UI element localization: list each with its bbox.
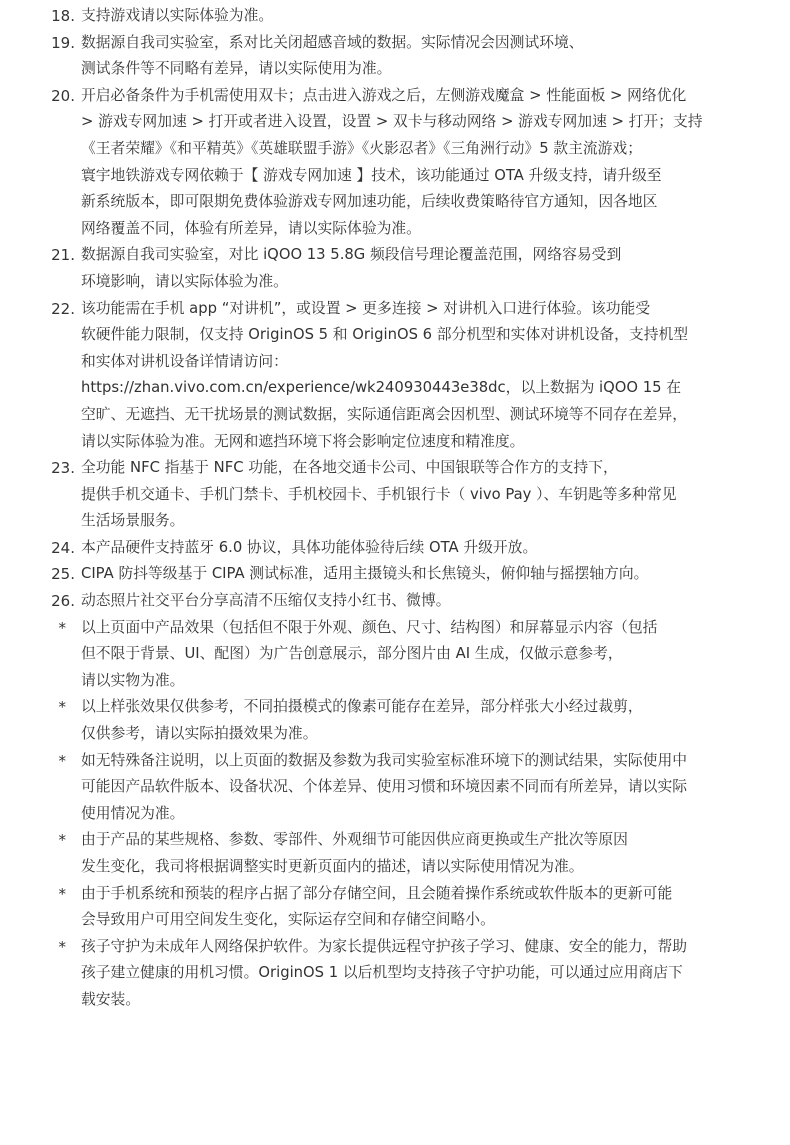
footnote-text-line: 数据源自我司实验室，系对比关闭超感音域的数据。实际情况会因测试环境、 <box>81 33 584 51</box>
footnote-number: 18. <box>51 7 75 25</box>
footnote-item <box>0 827 790 880</box>
footnote-item <box>0 588 790 615</box>
footnote-text-line: 《王者荣耀》《和平精英》《英雄联盟手游》《火影忍者》《三角洲行动》5 款主流游戏； <box>81 139 642 157</box>
footnote-number: 22. <box>51 299 75 318</box>
footnote-text-line: https://zhan.vivo.com.cn/experience/wk240930443e38dc，以上数据为 iQOO 15 在 <box>81 379 682 397</box>
footnote-item <box>0 455 790 535</box>
footnote-number: 26. <box>51 592 75 611</box>
footnote-text-line: 全功能 NFC 指基于 NFC 功能，在各地交通卡公司、中国银联等合作方的支持下， <box>81 459 618 477</box>
footnote-number: 24. <box>51 538 75 557</box>
footnote-text-line: CIPA 防抖等级基于 CIPA 测试标准，适用主摄镜头和长焦镜头，俯仰轴与摇摆轴方向。 <box>81 565 649 583</box>
footnote-text-line: 该功能需在手机 app “对讲机”，或设置 > 更多连接 > 对讲机入口进行体验。该功能受 <box>81 299 651 317</box>
footnote-asterisk: * <box>58 831 66 850</box>
footnote-text-line: 网络覆盖不同，体验有所差异，请以实际体验为准。 <box>81 219 421 237</box>
footnote-item <box>0 615 790 695</box>
footnote-text-line: 以上页面中产品效果（包括但不限于外观、颜色、尺寸、结构图）和屏幕显示内容（包括 <box>81 618 658 636</box>
footnote-text-line: 和实体对讲机设备详情请访问： <box>81 352 288 370</box>
footnote-text-line: 可能因产品软件版本、设备状况、个体差异、使用习惯和环境因素不同而有所差异，请以实际 <box>81 778 688 796</box>
footnote-text-line: 但不限于背景、UI、配图）为广告创意展示，部分图片由 AI 生成，仅做示意参考， <box>81 645 623 663</box>
footnote-text-line: 由于手机系统和预装的程序占据了部分存储空间，且会随着操作系统或软件版本的更新可能 <box>81 884 673 902</box>
footnote-item <box>0 296 790 456</box>
footnote-item <box>0 694 790 747</box>
footnote-text-line: 支持游戏请以实际体验为准。 <box>81 7 274 24</box>
footnote-text-line: 软硬件能力限制，仅支持 OriginOS 5 和 OriginOS 6 部分机型和实体对讲机设备，支持机型 <box>81 326 689 344</box>
footnote-text-line: 会导致用户可用空间发生变化，实际运存空间和存储空间略小。 <box>81 911 495 929</box>
footnote-asterisk: * <box>58 618 66 637</box>
footnote-text-line: 使用情况为准。 <box>81 804 185 822</box>
footnote-text-line: 开启必备条件为手机需使用双卡；点击进入游戏之后，左侧游戏魔盒 > 性能面板 > 网络优化 <box>81 86 687 104</box>
footnote-asterisk: * <box>58 698 66 717</box>
footnote-text-line: 数据源自我司实验室，对比 iQOO 13 5.8G 频段信号理论覆盖范围，网络容易受到 <box>81 246 622 264</box>
footnote-item <box>0 881 790 934</box>
footnote-number: 20. <box>51 86 75 105</box>
footnote-asterisk: * <box>58 937 66 956</box>
footnote-item <box>0 3 790 30</box>
footnote-item <box>0 748 790 828</box>
footnote-item <box>0 83 790 243</box>
footnote-text-line: 孩子建立健康的用机习惯。OriginOS 1 以后机型均支持孩子守护功能，可以通过应用商店下 <box>81 964 683 982</box>
footnote-item <box>0 934 790 1014</box>
footnote-text-line: 环境影响，请以实际体验为准。 <box>81 272 288 290</box>
footnote-text-line: 寰宇地铁游戏专网依赖于【 游戏专网加速 】技术，该功能通过 OTA 升级支持，请升级至 <box>81 166 662 184</box>
footnote-text-line: 测试条件等不同略有差异，请以实际使用为准。 <box>81 60 392 78</box>
footnote-text-line: 如无特殊备注说明，以上页面的数据及参数为我司实验室标准环境下的测试结果，实际使用中 <box>81 751 688 769</box>
footnote-text-line: > 游戏专网加速 > 打开或者进入设置，设置 > 双卡与移动网络 > 游戏专网加速 > 打开；支持 <box>81 113 703 131</box>
footnote-asterisk: * <box>58 751 66 770</box>
footnote-item <box>0 242 790 295</box>
footnote-text-line: 载安装。 <box>81 990 141 1008</box>
footnote-item <box>0 561 790 588</box>
footnote-text-line: 发生变化，我司将根据调整实时更新页面内的描述，请以实际使用情况为准。 <box>81 858 584 875</box>
footnote-item <box>0 535 790 562</box>
footnote-number: 23. <box>51 459 75 478</box>
footnote-number: 21. <box>51 246 75 265</box>
footnote-text-line: 提供手机交通卡、手机门禁卡、手机校园卡、手机银行卡（ vivo Pay ）、车钥匙等多种常见 <box>81 485 677 503</box>
footnote-text-line: 本产品硬件支持蓝牙 6.0 协议，具体功能体验待后续 OTA 升级开放。 <box>81 538 538 556</box>
footnote-text-line: 新系统版本，即可限期免费体验游戏专网加速功能，后续收费策略待官方通知，因各地区 <box>81 193 658 211</box>
footnote-text-line: 以上样张效果仅供参考，不同拍摄模式的像素可能存在差异，部分样张大小经过裁剪， <box>81 698 643 716</box>
footnote-text-line: 由于产品的某些规格、参数、零部件、外观细节可能因供应商更换或生产批次等原因 <box>81 831 628 849</box>
footnote-asterisk: * <box>58 884 66 903</box>
footnote-item <box>0 30 790 83</box>
footnote-number: 25. <box>51 565 75 584</box>
footnote-text-line: 孩子守护为未成年人网络保护软件。为家长提供远程守护孩子学习、健康、安全的能力，帮助 <box>81 937 688 955</box>
footnote-text-line: 动态照片社交平台分享高清不压缩仅支持小红书、微博。 <box>81 592 451 610</box>
footnote-number: 19. <box>51 33 75 52</box>
footnote-text-line: 空旷、无遮挡、无干扰场景的测试数据，实际通信距离会因机型、测试环境等不同存在差异， <box>81 405 688 423</box>
footnote-text-line: 仅供参考，请以实际拍摄效果为准。 <box>81 725 318 743</box>
footnote-text-line: 请以实际体验为准。无网和遮挡环境下将会影响定位速度和精准度。 <box>81 432 525 450</box>
footnote-text-line: 生活场景服务。 <box>81 512 185 530</box>
footnote-text-line: 请以实物为准。 <box>81 671 185 689</box>
footnotes-list <box>0 3 790 1014</box>
